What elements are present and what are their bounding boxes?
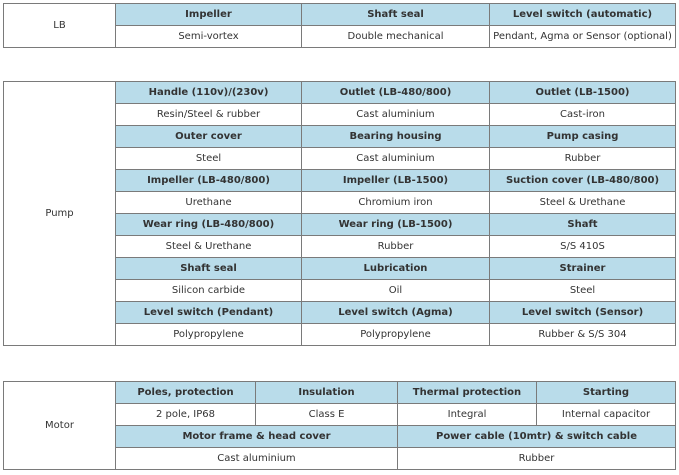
lb-value-level-switch: Pendant, Agma or Sensor (optional) (490, 26, 676, 48)
pump-value: Chromium iron (302, 192, 490, 214)
pump-value: Polypropylene (116, 324, 302, 346)
pump-header: Wear ring (LB-480/800) (116, 214, 302, 236)
pump-value: Steel & Urethane (116, 236, 302, 258)
pump-value: Rubber & S/S 304 (490, 324, 676, 346)
motor-value-cable: Rubber (398, 448, 676, 470)
lb-value-impeller: Semi-vortex (116, 26, 302, 48)
lb-header-impeller: Impeller (116, 4, 302, 26)
pump-spec-table (3, 81, 676, 346)
motor-header-starting: Starting (537, 382, 676, 404)
motor-header-thermal: Thermal protection (398, 382, 537, 404)
pump-value: Urethane (116, 192, 302, 214)
pump-value: Silicon carbide (116, 280, 302, 302)
pump-value: Steel & Urethane (490, 192, 676, 214)
pump-header: Shaft seal (116, 258, 302, 280)
pump-value: Cast-iron (490, 104, 676, 126)
pump-header: Level switch (Agma) (302, 302, 490, 324)
pump-group-label: Pump (4, 82, 116, 346)
pump-value: Resin/Steel & rubber (116, 104, 302, 126)
pump-header: Bearing housing (302, 126, 490, 148)
motor-value-thermal: Integral (398, 404, 537, 426)
pump-value: Rubber (490, 148, 676, 170)
pump-header: Strainer (490, 258, 676, 280)
pump-header: Impeller (LB-480/800) (116, 170, 302, 192)
pump-value: S/S 410S (490, 236, 676, 258)
pump-value: Rubber (302, 236, 490, 258)
motor-value-poles: 2 pole, IP68 (116, 404, 256, 426)
motor-header-poles: Poles, protection (116, 382, 256, 404)
pump-header: Level switch (Sensor) (490, 302, 676, 324)
motor-value-starting: Internal capacitor (537, 404, 676, 426)
pump-header: Suction cover (LB-480/800) (490, 170, 676, 192)
pump-header: Impeller (LB-1500) (302, 170, 490, 192)
pump-value: Polypropylene (302, 324, 490, 346)
lb-group-label: LB (4, 4, 116, 48)
lb-value-shaft-seal: Double mechanical (302, 26, 490, 48)
lb-header-level-switch: Level switch (automatic) (490, 4, 676, 26)
pump-header: Level switch (Pendant) (116, 302, 302, 324)
motor-spec-table (3, 381, 676, 470)
motor-value-frame: Cast aluminium (116, 448, 398, 470)
pump-value: Oil (302, 280, 490, 302)
motor-header-frame: Motor frame & head cover (116, 426, 398, 448)
pump-value: Cast aluminium (302, 148, 490, 170)
pump-header: Pump casing (490, 126, 676, 148)
motor-value-insulation: Class E (256, 404, 398, 426)
lb-spec-table (3, 3, 676, 48)
pump-header: Shaft (490, 214, 676, 236)
pump-header: Handle (110v)/(230v) (116, 82, 302, 104)
pump-header: Outer cover (116, 126, 302, 148)
pump-value: Steel (490, 280, 676, 302)
pump-header: Outlet (LB-1500) (490, 82, 676, 104)
pump-value: Cast aluminium (302, 104, 490, 126)
motor-header-cable: Power cable (10mtr) & switch cable (398, 426, 676, 448)
pump-value: Steel (116, 148, 302, 170)
motor-group-label: Motor (4, 382, 116, 470)
pump-header: Outlet (LB-480/800) (302, 82, 490, 104)
lb-header-shaft-seal: Shaft seal (302, 4, 490, 26)
motor-header-insulation: Insulation (256, 382, 398, 404)
pump-header: Lubrication (302, 258, 490, 280)
pump-header: Wear ring (LB-1500) (302, 214, 490, 236)
